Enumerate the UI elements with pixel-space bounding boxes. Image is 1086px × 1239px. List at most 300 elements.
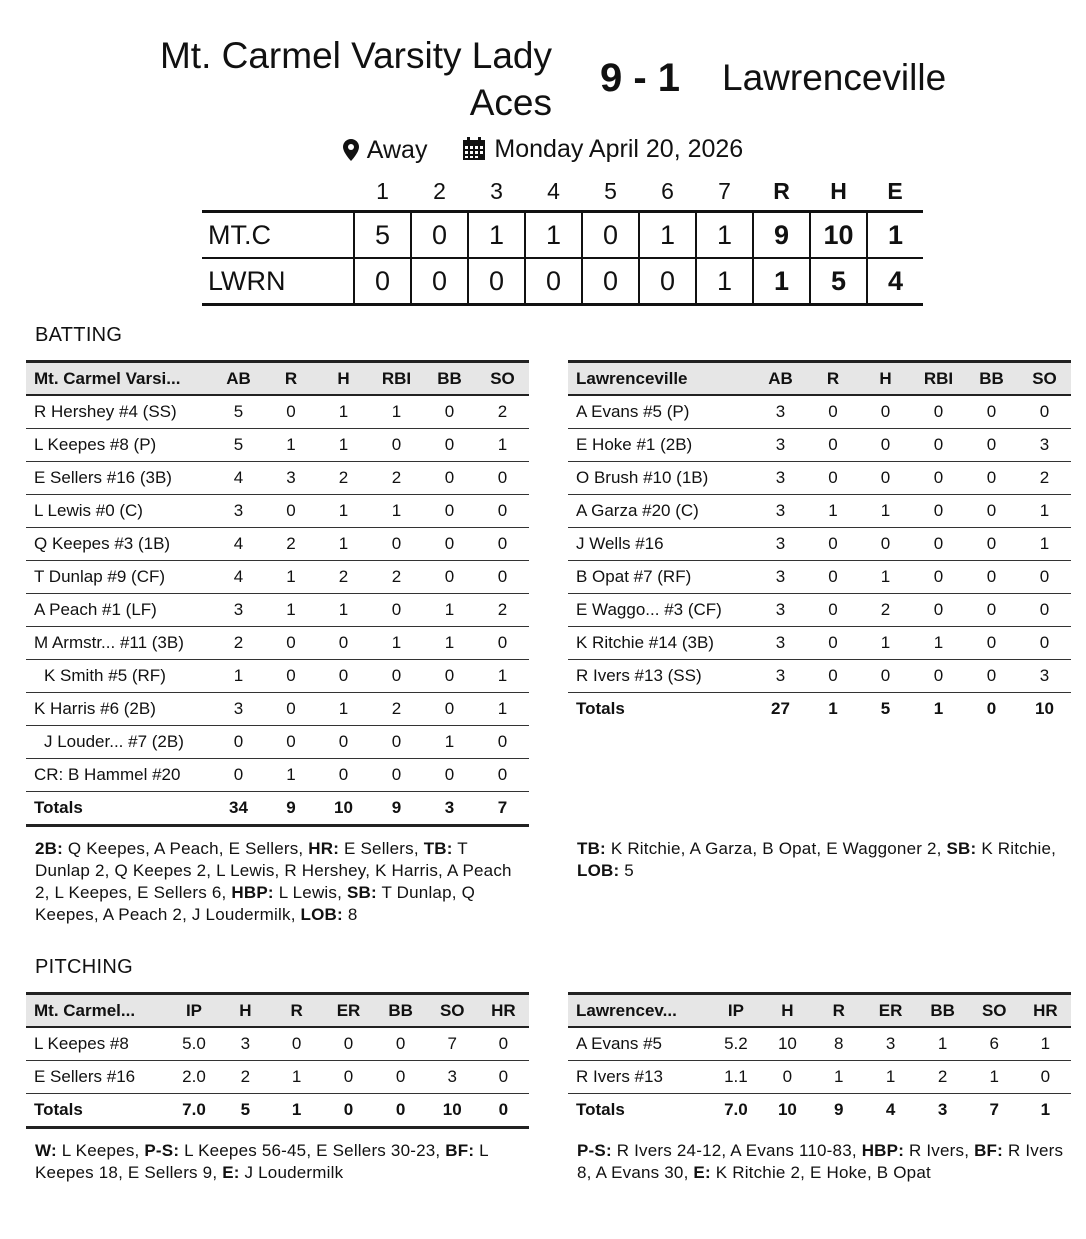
total-cell: 1 [1040, 1100, 1051, 1119]
stat-cell: 0 [322, 1061, 374, 1094]
stat-cell: 0 [965, 429, 1018, 462]
stat-cell: 0 [476, 627, 529, 660]
stat-cell: 0 [322, 1027, 374, 1061]
total-cell: 1 [828, 699, 838, 718]
stat-column-header: SO [476, 362, 529, 396]
totals-label: Totals [576, 699, 625, 718]
note-label: 2B: [35, 839, 63, 858]
stat-column-header: BB [917, 994, 969, 1028]
note-text: R Ivers 24-12, A Evans 110-83, [611, 1141, 862, 1160]
stat-cell: 0 [912, 561, 965, 594]
away-batting-table [568, 360, 1071, 725]
note-text: L Keepes 18, E Sellers 9, [35, 1141, 494, 1182]
team-column-header: Lawrenceville [568, 362, 754, 396]
away-batting-notes [577, 838, 1067, 882]
game-meta [0, 132, 1086, 170]
stat-cell: 3 [754, 395, 807, 429]
inning-header: 4 [547, 177, 560, 204]
stat-column-header: SO [1018, 362, 1071, 396]
player-name: L Lewis #0 (C) [26, 495, 212, 528]
player-row [26, 693, 529, 726]
note-label: BF: [445, 1141, 475, 1160]
note-text: J Loudermilk [239, 1163, 344, 1182]
player-name: K Ritchie #14 (3B) [568, 627, 754, 660]
total-cell: 27 [771, 699, 790, 718]
game-date [462, 132, 743, 166]
stat-cell: 0 [370, 660, 423, 693]
player-row [26, 627, 529, 660]
stat-column-header: BB [423, 362, 476, 396]
total-cell: 5 [880, 699, 891, 718]
note-label: BF: [974, 1141, 1004, 1160]
team-column-header: Lawrencev... [568, 994, 710, 1028]
player-name: J Wells #16 [568, 528, 754, 561]
note-text: K Ritchie 2, E Hoke, B Opat [710, 1163, 931, 1182]
stat-cell: 0 [423, 561, 476, 594]
stat-cell: 0 [265, 726, 317, 759]
stat-cell: 0 [1018, 395, 1071, 429]
stat-cell: 3 [1018, 429, 1071, 462]
runs-header: R [773, 177, 790, 204]
stat-cell: 3 [427, 1061, 478, 1094]
player-row [26, 528, 529, 561]
table-header-row [26, 362, 529, 396]
stat-cell: 0 [265, 395, 317, 429]
total-cell: 9 [265, 792, 317, 826]
note-label: HR: [308, 839, 340, 858]
stat-cell: 3 [865, 1027, 917, 1061]
stat-cell: 0 [370, 528, 423, 561]
stat-cell: 2 [370, 462, 423, 495]
total-cell: 0 [478, 1094, 529, 1128]
stat-cell: 2 [212, 627, 265, 660]
stat-cell: 1 [859, 627, 912, 660]
table-header-row [568, 994, 1071, 1028]
stat-cell: 3 [212, 693, 265, 726]
stat-cell: 5 [212, 429, 265, 462]
stat-cell: 0 [423, 660, 476, 693]
stat-cell: 0 [375, 1027, 427, 1061]
stat-cell: 1 [969, 1061, 1020, 1094]
player-name: B Opat #7 (RF) [568, 561, 754, 594]
note-text: K Ritchie, A Garza, B Opat, E Waggoner 2, [605, 839, 947, 858]
stat-cell: 0 [423, 495, 476, 528]
stat-cell: 1 [317, 528, 370, 561]
stat-cell: 7 [427, 1027, 478, 1061]
player-row [26, 759, 529, 792]
stat-cell: 2 [220, 1061, 271, 1094]
note-text: E Sellers, [339, 839, 424, 858]
away-pitching-notes [577, 1140, 1072, 1184]
total-cell: 3 [937, 1100, 948, 1119]
player-name: A Peach #1 (LF) [26, 594, 212, 627]
stat-cell: 1 [912, 627, 965, 660]
note-label: P-S: [577, 1141, 612, 1160]
team-abbr: LWRN [202, 258, 354, 305]
calendar-icon [462, 137, 486, 161]
stat-cell: 0 [1020, 1061, 1071, 1094]
total-cell: 7 [476, 792, 529, 826]
stat-cell: 5 [212, 395, 265, 429]
player-row [26, 726, 529, 759]
total-cell: 0 [322, 1094, 374, 1128]
stat-cell: 1 [370, 395, 423, 429]
player-name: M Armstr... #11 (3B) [26, 627, 212, 660]
stat-column-header: R [813, 994, 865, 1028]
note-text: T Dunlap, Q Keepes, A Peach 2, J Loudermilk, [35, 883, 480, 924]
stat-cell: 0 [476, 528, 529, 561]
inning-header: 6 [661, 177, 674, 204]
stat-cell: 0 [265, 693, 317, 726]
total-cell: 9 [370, 792, 423, 826]
inning-runs: 0 [582, 258, 639, 305]
stat-cell: 2 [317, 561, 370, 594]
stat-cell: 1 [859, 495, 912, 528]
stat-cell: 0 [1018, 627, 1071, 660]
player-name: R Hershey #4 (SS) [26, 395, 212, 429]
player-name: O Brush #10 (1B) [568, 462, 754, 495]
date-label: Monday April 20, 2026 [494, 135, 744, 163]
stat-cell: 1 [265, 759, 317, 792]
total-cell: 7.0 [168, 1094, 220, 1128]
map-pin-icon [343, 139, 359, 161]
stat-cell: 2 [859, 594, 912, 627]
player-name: K Smith #5 (RF) [26, 660, 212, 693]
stat-cell: 0 [423, 462, 476, 495]
player-row [26, 1061, 529, 1094]
total-cell: 4 [885, 1100, 896, 1119]
total-cell: 7 [989, 1100, 999, 1119]
player-name: CR: B Hammel #20 [26, 759, 212, 792]
stat-cell: 0 [859, 660, 912, 693]
stat-cell: 3 [754, 429, 807, 462]
stat-cell: 0 [807, 395, 859, 429]
stat-cell: 1.1 [710, 1061, 762, 1094]
player-row [568, 429, 1071, 462]
stat-cell: 1 [423, 627, 476, 660]
stat-cell: 1 [271, 1061, 323, 1094]
inning-runs: 1 [696, 212, 753, 259]
note-text: L Keepes, [56, 1141, 145, 1160]
stat-column-header: R [271, 994, 323, 1028]
stat-cell: 0 [370, 726, 423, 759]
stat-cell: 1 [423, 726, 476, 759]
stat-cell: 0 [1018, 561, 1071, 594]
note-label: W: [35, 1141, 57, 1160]
stat-cell: 0 [478, 1027, 529, 1061]
player-name: A Evans #5 [568, 1027, 710, 1061]
stat-cell: 0 [423, 528, 476, 561]
player-row [26, 594, 529, 627]
stat-cell: 0 [807, 594, 859, 627]
stat-cell: 0 [965, 495, 1018, 528]
inning-runs: 0 [525, 258, 582, 305]
team-abbr: MT.C [202, 212, 354, 259]
team-column-header: Mt. Carmel... [26, 994, 168, 1028]
stat-column-header: H [317, 362, 370, 396]
stat-column-header: IP [168, 994, 220, 1028]
total-cell: 5 [220, 1094, 271, 1128]
stat-cell: 1 [476, 693, 529, 726]
totals-label: Totals [26, 1094, 168, 1128]
line-score-header [202, 172, 923, 212]
stat-cell: 1 [212, 660, 265, 693]
totals-row [26, 792, 529, 826]
inning-runs: 1 [525, 212, 582, 259]
player-row [568, 1027, 1071, 1061]
stat-cell: 0 [370, 759, 423, 792]
stat-cell: 5.2 [710, 1027, 762, 1061]
player-name: J Louder... #7 (2B) [26, 726, 212, 759]
stat-cell: 0 [859, 462, 912, 495]
stat-column-header: H [859, 362, 912, 396]
note-text: Q Keepes, A Peach, E Sellers, [63, 839, 309, 858]
totals-label: Totals [26, 792, 212, 826]
stat-cell: 0 [476, 726, 529, 759]
player-row [568, 1061, 1071, 1094]
stat-cell: 0 [912, 429, 965, 462]
note-label: HBP: [861, 1141, 905, 1160]
final-score: 9 - 1 [599, 56, 681, 100]
inning-runs: 1 [468, 212, 525, 259]
stat-cell: 1 [917, 1027, 969, 1061]
stat-cell: 0 [317, 660, 370, 693]
away-pitching-table [568, 992, 1071, 1126]
stat-cell: 3 [212, 594, 265, 627]
stat-cell: 0 [965, 395, 1018, 429]
stat-cell: 0 [271, 1027, 323, 1061]
note-label: SB: [946, 839, 977, 858]
note-text: T Dunlap 2, Q Keepes 2, L Lewis, R Hershey, K Harris, A Peach 2, L Keepes, E Sellers 6, [35, 839, 517, 902]
stat-cell: 0 [965, 660, 1018, 693]
stat-cell: 10 [762, 1027, 813, 1061]
total-cell: 0 [986, 699, 997, 718]
inning-runs: 0 [582, 212, 639, 259]
player-name: A Garza #20 (C) [568, 495, 754, 528]
note-text: R Ivers 8, A Evans 30, [577, 1141, 1069, 1182]
stat-cell: 1 [317, 594, 370, 627]
stat-cell: 1 [1018, 495, 1071, 528]
stat-column-header: IP [710, 994, 762, 1028]
total-cell: 1 [271, 1094, 323, 1128]
stat-cell: 0 [807, 660, 859, 693]
stat-cell: 1 [1018, 528, 1071, 561]
team-column-header: Mt. Carmel Varsi... [26, 362, 212, 396]
stat-cell: 1 [317, 395, 370, 429]
stat-cell: 0 [370, 594, 423, 627]
total-errors: 1 [867, 212, 923, 259]
stat-cell: 0 [807, 627, 859, 660]
stat-column-header: BB [375, 994, 427, 1028]
note-label: E: [222, 1163, 240, 1182]
player-row [26, 395, 529, 429]
stat-column-header: HR [478, 994, 529, 1028]
errors-header: E [887, 177, 903, 204]
line-score-table [202, 172, 923, 306]
stat-column-header: HR [1020, 994, 1071, 1028]
stat-cell: 3 [754, 561, 807, 594]
stat-column-header: BB [965, 362, 1018, 396]
note-label: TB: [577, 839, 606, 858]
total-cell: 34 [212, 792, 265, 826]
stat-cell: 1 [317, 429, 370, 462]
note-text: L Keepes 56-45, E Sellers 30-23, [179, 1141, 446, 1160]
player-name: K Harris #6 (2B) [26, 693, 212, 726]
stat-cell: 0 [317, 759, 370, 792]
totals-label: Totals [576, 1100, 625, 1119]
note-text: 5 [619, 861, 634, 880]
table-header-row [26, 994, 529, 1028]
stat-cell: 1 [265, 594, 317, 627]
stat-cell: 0 [375, 1061, 427, 1094]
total-cell: 1 [933, 699, 944, 718]
stat-cell: 0 [265, 495, 317, 528]
stat-cell: 0 [476, 462, 529, 495]
team-header-spacer [202, 172, 354, 212]
stat-cell: 3 [754, 495, 807, 528]
total-cell: 3 [423, 792, 476, 826]
note-label: E: [693, 1163, 711, 1182]
player-row [568, 627, 1071, 660]
note-text: 8 [342, 905, 358, 924]
stat-cell: 0 [912, 495, 965, 528]
total-errors: 4 [867, 258, 923, 305]
stat-cell: 4 [212, 561, 265, 594]
stat-cell: 2 [265, 528, 317, 561]
player-name: E Sellers #16 (3B) [26, 462, 212, 495]
totals-row [26, 1094, 529, 1128]
stat-column-header: SO [427, 994, 478, 1028]
stat-cell: 1 [1020, 1027, 1071, 1061]
note-label: LOB: [577, 861, 620, 880]
stat-cell: 3 [754, 462, 807, 495]
stat-cell: 0 [265, 627, 317, 660]
stat-cell: 8 [813, 1027, 865, 1061]
stat-cell: 3 [220, 1027, 271, 1061]
stat-cell: 1 [813, 1061, 865, 1094]
player-row [568, 561, 1071, 594]
stat-cell: 0 [912, 594, 965, 627]
stat-cell: 3 [265, 462, 317, 495]
inning-runs: 0 [411, 258, 468, 305]
total-cell: 10 [777, 1100, 797, 1119]
stat-cell: 0 [762, 1061, 813, 1094]
player-row [26, 660, 529, 693]
stat-cell: 1 [317, 693, 370, 726]
stat-cell: 0 [965, 594, 1018, 627]
hits-header: H [830, 177, 847, 204]
player-row [568, 594, 1071, 627]
home-pitching-table [26, 992, 529, 1129]
stat-cell: 0 [859, 429, 912, 462]
player-row [26, 429, 529, 462]
stat-cell: 1 [807, 495, 859, 528]
stat-column-header: R [265, 362, 317, 396]
stat-cell: 0 [423, 693, 476, 726]
stat-cell: 3 [1018, 660, 1071, 693]
note-label: P-S: [144, 1141, 180, 1160]
stat-cell: 0 [370, 429, 423, 462]
stat-cell: 0 [265, 660, 317, 693]
note-text: L Lewis, [273, 883, 347, 902]
stat-cell: 0 [317, 726, 370, 759]
stat-cell: 1 [476, 429, 529, 462]
note-text: K Ritchie, [976, 839, 1062, 858]
totals-row [568, 693, 1071, 726]
stat-cell: 3 [754, 660, 807, 693]
stat-column-header: R [807, 362, 859, 396]
stat-cell: 6 [969, 1027, 1020, 1061]
inning-runs: 1 [696, 258, 753, 305]
stat-cell: 2 [370, 693, 423, 726]
player-row [568, 528, 1071, 561]
inning-header: 7 [718, 177, 731, 204]
inning-runs: 0 [639, 258, 696, 305]
inning-runs: 1 [639, 212, 696, 259]
stat-cell: 1 [423, 594, 476, 627]
home-batting-notes [35, 838, 525, 926]
stat-column-header: SO [969, 994, 1020, 1028]
location-label: Away [366, 136, 428, 164]
player-name: L Keepes #8 [26, 1027, 168, 1061]
total-hits: 10 [810, 212, 867, 259]
total-cell: 7.0 [724, 1100, 748, 1119]
stat-cell: 0 [423, 759, 476, 792]
player-row [26, 1027, 529, 1061]
stat-cell: 0 [912, 395, 965, 429]
stat-column-header: ER [865, 994, 917, 1028]
total-cell: 10 [427, 1094, 478, 1128]
home-team-name: Mt. Carmel Varsity Lady Aces [159, 35, 552, 123]
stat-cell: 0 [807, 561, 859, 594]
note-text: R Ivers, [904, 1141, 975, 1160]
player-name: A Evans #5 (P) [568, 395, 754, 429]
stat-column-header: RBI [370, 362, 423, 396]
home-batting-table [26, 360, 529, 827]
player-row [26, 495, 529, 528]
stat-cell: 0 [965, 627, 1018, 660]
inning-header: 2 [433, 177, 446, 204]
stat-cell: 0 [859, 395, 912, 429]
player-row [568, 395, 1071, 429]
stat-cell: 2 [370, 561, 423, 594]
inning-header: 1 [376, 177, 389, 204]
stat-cell: 0 [807, 429, 859, 462]
stat-column-header: AB [212, 362, 265, 396]
stat-cell: 0 [478, 1061, 529, 1094]
stat-cell: 0 [807, 528, 859, 561]
stat-cell: 0 [476, 561, 529, 594]
stat-cell: 1 [265, 561, 317, 594]
stat-cell: 0 [212, 726, 265, 759]
stat-cell: 4 [212, 462, 265, 495]
player-row [26, 462, 529, 495]
stat-cell: 0 [807, 462, 859, 495]
stat-cell: 0 [476, 495, 529, 528]
player-row [568, 495, 1071, 528]
stat-cell: 5.0 [168, 1027, 220, 1061]
stat-cell: 3 [212, 495, 265, 528]
stat-cell: 1 [265, 429, 317, 462]
total-cell: 10 [317, 792, 370, 826]
stat-cell: 0 [476, 759, 529, 792]
inning-runs: 0 [354, 258, 411, 305]
stat-cell: 2 [1018, 462, 1071, 495]
stat-cell: 0 [912, 462, 965, 495]
stat-cell: 1 [476, 660, 529, 693]
total-cell: 10 [1035, 699, 1054, 718]
player-row [568, 660, 1071, 693]
